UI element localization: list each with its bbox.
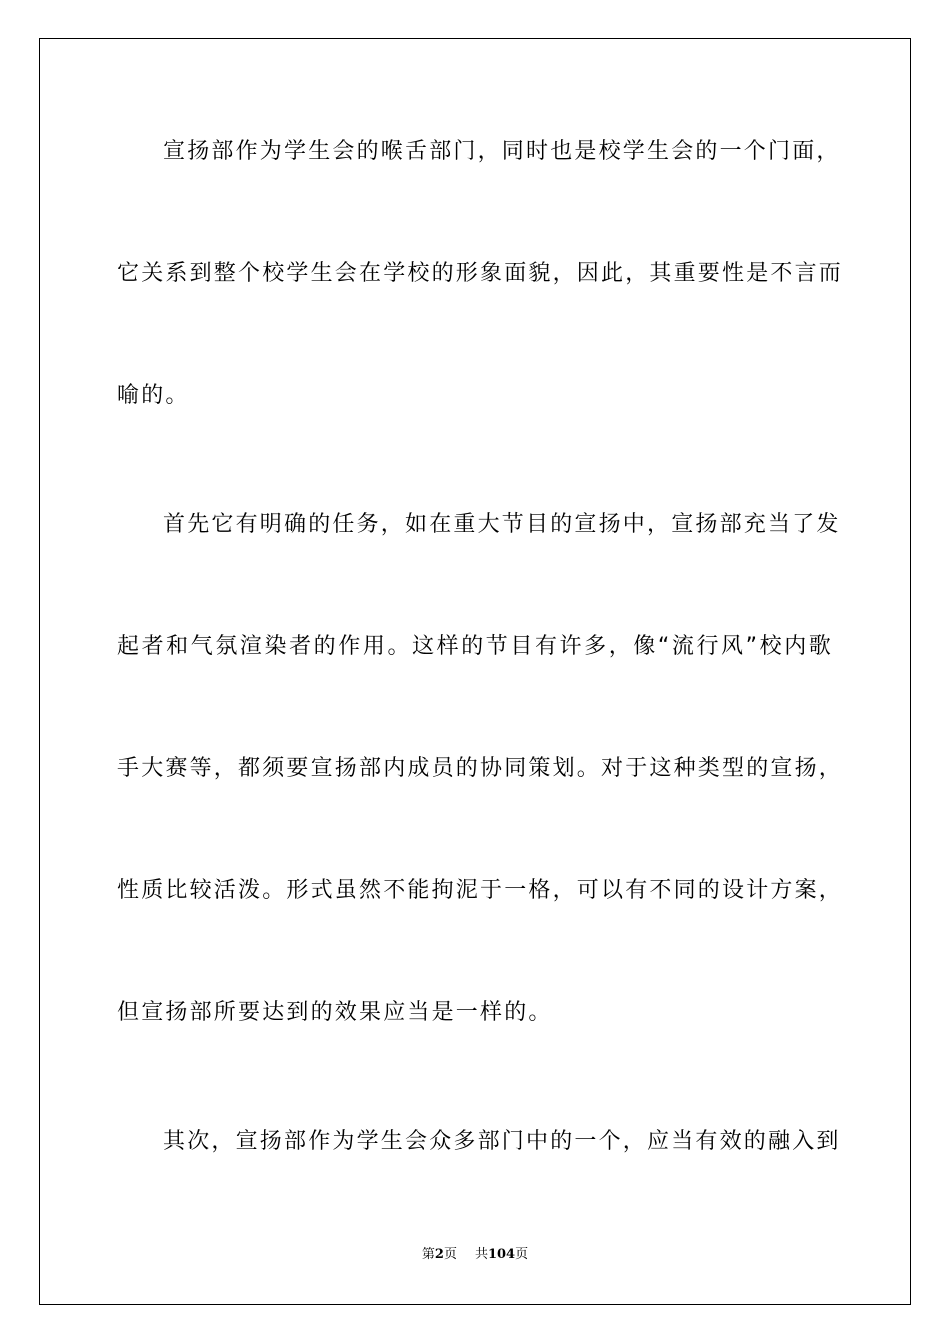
footer-total-pages: 104 bbox=[487, 1247, 516, 1262]
page-footer bbox=[0, 1245, 950, 1265]
text-line-2: 它关系到整个校学生会在学校的形象面貌，因此，其重要性是不言而 bbox=[117, 261, 844, 286]
footer-total-suffix: 页 bbox=[515, 1247, 529, 1262]
text-line-6: 手大赛等，都须要宣扬部内成员的协同策划。对于这种类型的宣扬， bbox=[117, 756, 844, 781]
text-line-5: 起者和气氛渲染者的作用。这样的节目有许多，像“流行风”校内歌 bbox=[117, 634, 833, 659]
text-line-9: 其次，宣扬部作为学生会众多部门中的一个，应当有效的融入到 bbox=[163, 1129, 841, 1154]
text-line-7: 性质比较活泼。形式虽然不能拘泥于一格，可以有不同的设计方案， bbox=[117, 878, 844, 903]
footer-page-prefix: 第 bbox=[421, 1247, 435, 1262]
footer-total-prefix: 共 bbox=[474, 1247, 488, 1262]
footer-page-number: 2 bbox=[434, 1247, 444, 1262]
text-line-8: 但宣扬部所要达到的效果应当是一样的。 bbox=[117, 1000, 553, 1025]
footer-page-suffix: 页 bbox=[443, 1247, 457, 1262]
text-line-4: 首先它有明确的任务，如在重大节目的宣扬中，宣扬部充当了发 bbox=[163, 512, 841, 537]
page-border bbox=[39, 38, 911, 1305]
text-line-3: 喻的。 bbox=[117, 383, 190, 408]
text-line-1: 宣扬部作为学生会的喉舌部门，同时也是校学生会的一个门面， bbox=[163, 139, 841, 164]
